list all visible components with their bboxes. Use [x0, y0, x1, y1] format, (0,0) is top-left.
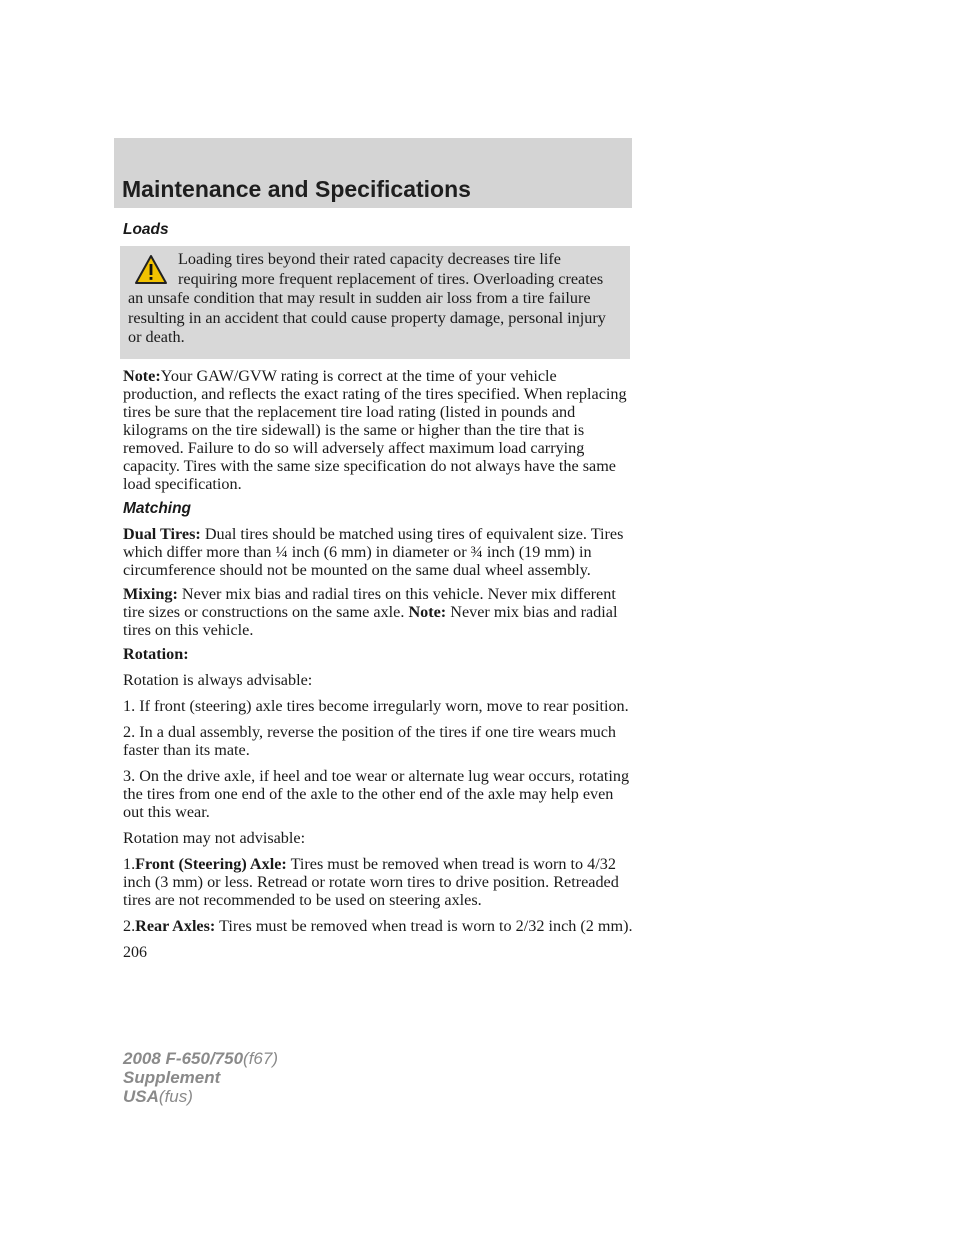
page-header-title: Maintenance and Specifications	[122, 176, 471, 202]
note-text: Your GAW/GVW rating is correct at the time of your vehicle production, and reflects the exact rating of the tires specified. When replacing tires be sure that the replacement tire load rating (listed in pounds and kilograms on the tire sidewall) is the same or higher than the tire that is removed. Failure to do so will adversely affect maximum load carrying capacity. Tires with the same size specification do not always have the same load specification.	[123, 366, 627, 493]
rotation-advisable-intro: Rotation is always advisable:	[123, 670, 313, 689]
matching-heading: Matching	[123, 499, 192, 517]
warning-box	[120, 246, 630, 359]
page-content	[123, 220, 633, 935]
loads-heading: Loads	[123, 221, 169, 238]
footer-market-code: (fus)	[158, 1087, 193, 1106]
dual-tires-label: Dual Tires:	[123, 524, 201, 543]
front-axle-label: Front (Steering) Axle:	[135, 854, 287, 873]
mixing-paragraph	[123, 585, 633, 639]
rotation-heading	[123, 645, 633, 663]
rotation-not-advisable-intro: Rotation may not advisable:	[123, 828, 306, 847]
warning-triangle-icon	[134, 254, 168, 286]
footer-line-1	[123, 1049, 278, 1068]
dual-tires-paragraph	[123, 525, 633, 579]
loads-note	[123, 367, 633, 493]
footer-line-3	[123, 1087, 278, 1106]
footer-model: 2008 F-650/750	[123, 1049, 244, 1068]
rear-axles-text: Tires must be removed when tread is worn to 2/32 inch (2 mm).	[219, 916, 633, 935]
note-label: Note:	[123, 366, 161, 385]
mixing-text: Never mix bias and radial tires on this vehicle. Never mix different tire sizes or constructions on the same axle.	[123, 584, 616, 621]
footer-doc-type: Supplement	[123, 1068, 221, 1087]
front-axle-text: Tires must be removed when tread is worn to 4/32 inch (3 mm) or less. Retread or rotate worn tires to drive position. Retreaded tires are not recommended to be used on steering axles.	[123, 854, 619, 909]
rotation-heading-text: Rotation:	[123, 644, 189, 663]
mixing-label: Mixing:	[123, 584, 178, 603]
warning-text: Loading tires beyond their rated capacity decreases tire life requiring more frequent replacement of tires. Overloading creates an unsafe condition that may result in sudden air loss from a tire failure resulting in an accident that could cause property damage, personal injury or death.	[128, 250, 606, 346]
dual-tires-text: Dual tires should be matched using tires of equivalent size. Tires which differ more than ¼ inch (6 mm) in diameter or ¾ inch (19 mm) in circumference should not be mounted on the same dual wheel assembly.	[123, 524, 624, 579]
rear-axles-num: 2.	[123, 916, 136, 935]
rear-axles-label: Rear Axles:	[135, 916, 216, 935]
footer-model-code: (f67)	[243, 1049, 279, 1068]
rotation-advisable-item-1: 1. If front (steering) axle tires become irregularly worn, move to rear position.	[123, 696, 629, 715]
front-axle-paragraph	[123, 855, 633, 909]
footer-market: USA	[123, 1087, 159, 1106]
mixing-note-text: Never mix bias and radial tires on this vehicle.	[123, 602, 618, 639]
footer	[123, 1049, 278, 1106]
rotation-advisable-item-3: 3. On the drive axle, if heel and toe wear or alternate lug wear occurs, rotating the tires from one end of the axle to the other end of the axle may help even out this wear.	[123, 766, 630, 821]
header-band	[114, 138, 632, 208]
rotation-advisable-item-2: 2. In a dual assembly, reverse the position of the tires if one tire wears much faster than its mate.	[123, 722, 616, 759]
rear-axles-paragraph	[123, 917, 633, 935]
page-number: 206	[123, 944, 147, 961]
footer-line-2	[123, 1068, 278, 1087]
mixing-note-label: Note:	[408, 602, 447, 621]
front-axle-num: 1.	[123, 854, 136, 873]
